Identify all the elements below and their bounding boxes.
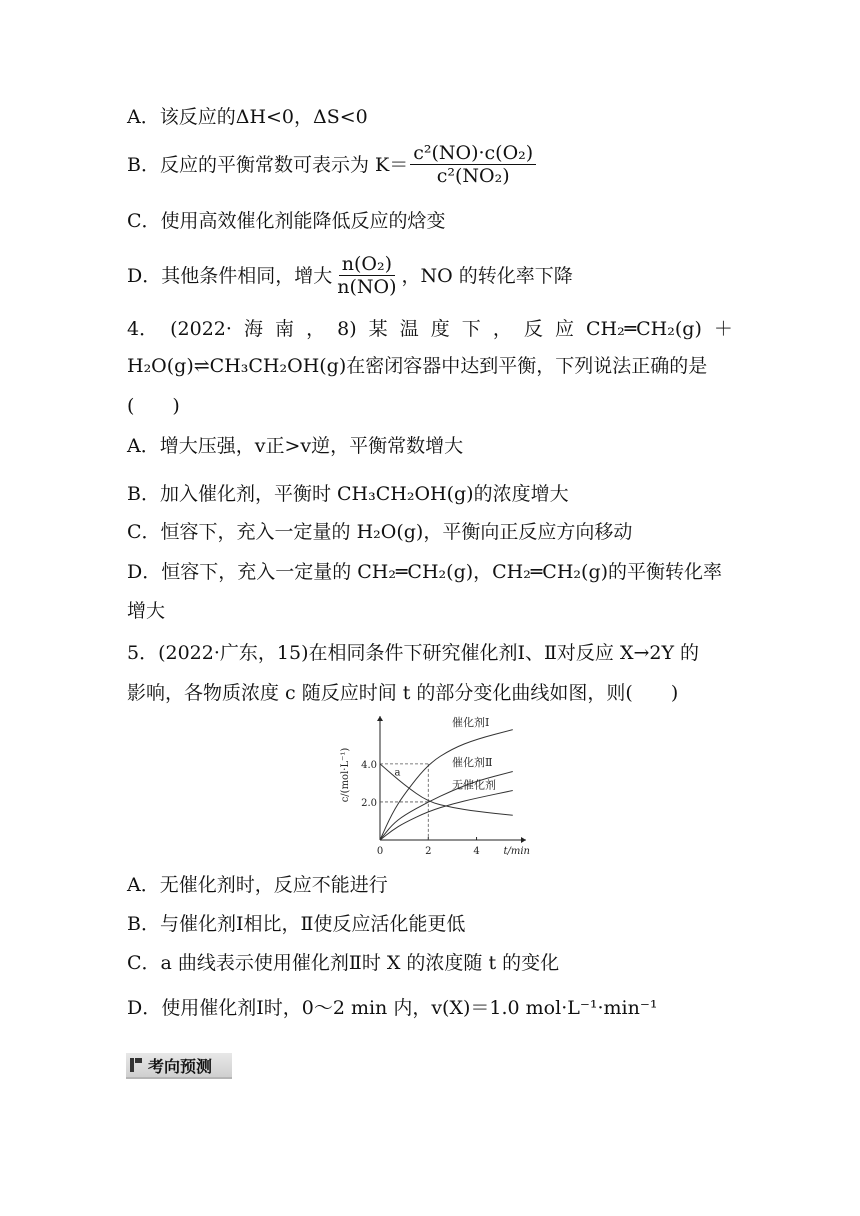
x-axis-label: t/min xyxy=(503,846,530,857)
x-axis-arrow xyxy=(521,837,526,843)
q5-stem-line1: 5．(2022·广东，15)在相同条件下研究催化剂Ⅰ、Ⅱ对反应 X→2Y 的 xyxy=(127,642,700,664)
curve-label-catalyst-2: 催化剂Ⅱ xyxy=(452,755,493,769)
x-tick-label: 0 xyxy=(376,846,384,857)
y-tick-label: 2.0 xyxy=(361,797,377,809)
q4-option-d-line2: 增大 xyxy=(127,600,166,622)
q3-option-d-fraction: $\frac{\text{n(O₂)}}{n(NO)}$ xyxy=(337,253,397,298)
q4-stem-line1: 4． (2022· 海 南 ， 8) 某 温 度 下 ， 反 应 CH₂═CH₂(g) ＋ xyxy=(127,318,733,340)
q3-option-a: A．该反应的ΔH<0，ΔS<0 xyxy=(127,106,368,128)
section-header xyxy=(126,1053,232,1079)
section-marker-icon xyxy=(130,1058,142,1072)
q5-option-b: B．与催化剂Ⅰ相比，Ⅱ使反应活化能更低 xyxy=(127,913,466,935)
q4-option-c: C．恒容下，充入一定量的 H₂O(g)，平衡向正反应方向移动 xyxy=(127,521,633,543)
x-tick-label: 2 xyxy=(425,846,432,857)
y-axis-label: c/(mol·L⁻¹) xyxy=(340,747,351,803)
curve-label-no-catalyst: 无催化剂 xyxy=(452,778,496,792)
q3-option-b-fraction: $\frac{\text{c²(NO)·c(O₂)}}{\text{c²(NO₂)}}$ xyxy=(410,142,536,187)
q3-option-b: B．反应的平衡常数可表示为 K＝ $\frac{\text{c²(NO)·c(O₂)}}{\text{c²(NO₂)}}$ xyxy=(127,142,538,187)
x-tick-label: 4 xyxy=(473,846,480,857)
q4-option-a: A．增大压强，v正>v逆，平衡常数增大 xyxy=(127,435,464,457)
q4-option-b: B．加入催化剂，平衡时 CH₃CH₂OH(g)的浓度增大 xyxy=(127,483,569,505)
q4-stem-line2: H₂O(g)⇌CH₃CH₂OH(g)在密闭容器中达到平衡，下列说法正确的是 xyxy=(127,355,708,377)
q3-option-c: C．使用高效催化剂能降低反应的焓变 xyxy=(127,210,446,232)
q3-option-d: D．其他条件相同，增大 $\frac{\text{n(O₂)}}{n(NO)}$ ，NO 的转化率下降 xyxy=(127,253,573,298)
q5-option-a: A．无催化剂时，反应不能进行 xyxy=(127,874,388,896)
concentration-time-chart xyxy=(330,712,530,862)
curve-label-a: a xyxy=(394,767,401,779)
series-line-无催化剂 xyxy=(380,791,513,840)
q5-stem-line2: 影响，各物质浓度 c 随反应时间 t 的部分变化曲线如图，则( ) xyxy=(127,682,679,704)
q4-bracket: ( ) xyxy=(127,395,180,417)
q5-option-d: D．使用催化剂Ⅰ时，0～2 min 内，v(X)＝1.0 mol·L⁻¹·min⁻¹ xyxy=(127,997,658,1019)
q4-option-d-line1: D．恒容下，充入一定量的 CH₂═CH₂(g)，CH₂═CH₂(g)的平衡转化率 xyxy=(127,561,723,583)
curve-label-catalyst-1: 催化剂Ⅰ xyxy=(452,716,490,729)
q5-option-c: C．a 曲线表示使用催化剂Ⅱ时 X 的浓度随 t 的变化 xyxy=(127,952,560,974)
section-title: 考向预测 xyxy=(148,1056,213,1076)
y-tick-label: 4.0 xyxy=(361,759,377,771)
y-axis-arrow xyxy=(377,716,383,721)
